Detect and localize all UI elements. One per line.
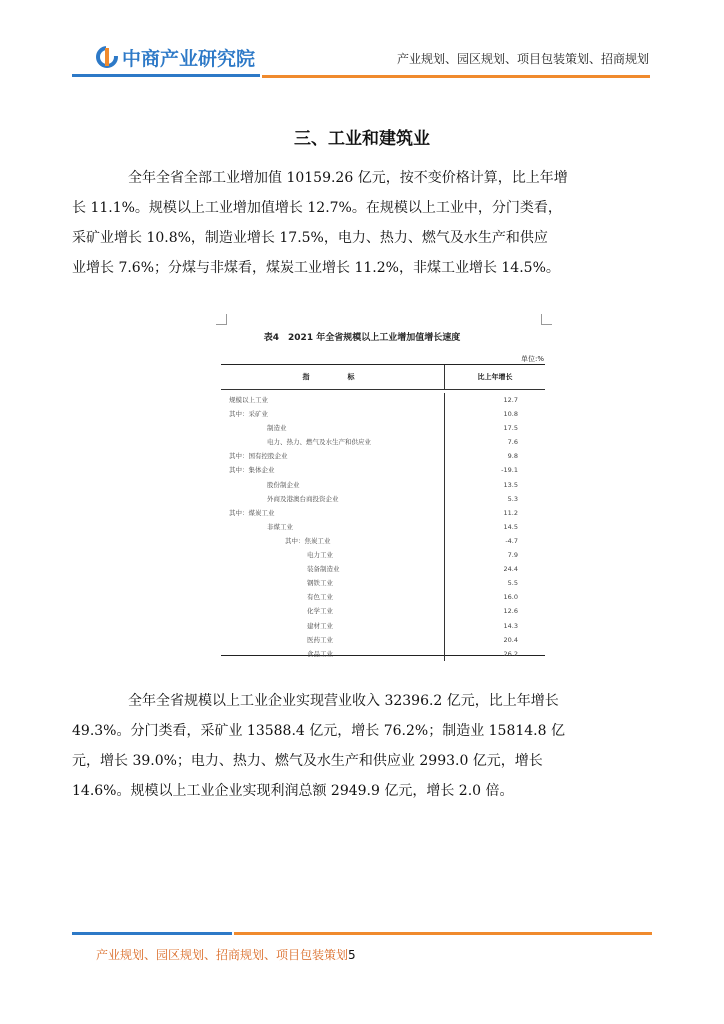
paragraph-line: 元，增长 39.0%；电力、热力、燃气及水生产和供应业 2993.0 亿元，增长 (72, 753, 543, 769)
row-value: 16.0 (503, 593, 518, 602)
row-value: 7.9 (507, 551, 518, 560)
table-row (221, 393, 545, 407)
header-rule-blue (72, 74, 260, 77)
row-value: 10.8 (503, 410, 518, 419)
header-tagline: 产业规划、园区规划、项目包装策划、招商规划 (396, 52, 649, 66)
row-label: 其中：焦炭工业 (285, 536, 331, 545)
row-label: 其中：国有控股企业 (229, 452, 288, 461)
row-label: 规模以上工业 (229, 396, 268, 404)
row-value: -19.1 (501, 466, 518, 475)
paragraph-line: 14.6%。规模以上工业企业实现利润总额 2949.9 亿元，增长 2.0 倍。 (72, 783, 514, 799)
table-row (221, 520, 545, 534)
row-label: 医药工业 (307, 635, 333, 644)
table-row (221, 478, 545, 492)
row-value: -4.7 (505, 536, 518, 545)
row-label: 化学工业 (307, 607, 333, 616)
row-label: 钢铁工业 (307, 579, 333, 588)
row-value: 14.3 (503, 621, 518, 630)
row-value: 11.2 (503, 508, 518, 517)
header-rule-orange (262, 75, 650, 78)
row-value: 24.4 (503, 565, 518, 574)
table-row (221, 435, 545, 449)
row-label: 制造业 (267, 424, 287, 433)
row-label: 装备制造业 (307, 565, 340, 574)
row-label: 食品工业 (307, 649, 333, 658)
table-row (221, 562, 545, 576)
row-label: 电力、热力、燃气及水生产和供应业 (267, 438, 371, 447)
row-value: 26.2 (503, 649, 518, 658)
table-header-growth: 比上年增长 (477, 373, 513, 381)
row-value: 5.5 (507, 579, 518, 588)
row-label: 建材工业 (307, 621, 333, 630)
row-label: 外商及港澳台商投资企业 (267, 494, 339, 503)
section-title: 三、工业和建筑业 (294, 129, 430, 149)
paragraph-line: 全年全省全部工业增加值 10159.26 亿元，按不变价格计算，比上年增 (128, 170, 568, 186)
paragraph-line: 49.3%。分门类看，采矿业 13588.4 亿元，增长 76.2%；制造业 15814.8 亿 (72, 723, 565, 739)
paragraph-industry-value-added (72, 163, 652, 283)
table-row (221, 534, 545, 548)
page-number: 5 (348, 948, 356, 962)
table-row (221, 407, 545, 421)
table-row (221, 590, 545, 604)
table-row (221, 506, 545, 520)
paragraph-line: 长 11.1%。规模以上工业增加值增长 12.7%。在规模以上工业中，分门类看， (72, 200, 562, 216)
table-header-indicator: 指 标 (221, 365, 445, 389)
row-label: 其中：集体企业 (229, 466, 275, 475)
table-row (221, 548, 545, 562)
row-value: 12.7 (503, 396, 518, 404)
logo-icon (96, 46, 118, 68)
table-row (221, 604, 545, 618)
table-caption: 表4 2021 年全省规模以上工业增加值增长速度 (263, 333, 461, 343)
crop-mark-left (216, 314, 227, 325)
paragraph-line: 全年全省规模以上工业企业实现营业收入 32396.2 亿元，比上年增长 (128, 693, 559, 709)
row-label: 非煤工业 (267, 522, 293, 531)
brand-logo (96, 42, 255, 72)
footer-text: 产业规划、园区规划、招商规划、项目包装策划 (96, 948, 349, 962)
paragraph-line: 采矿业增长 10.8%，制造业增长 17.5%，电力、热力、燃气及水生产和供应 (72, 230, 548, 246)
table-row (221, 449, 545, 463)
table-row (221, 463, 545, 477)
table-row (221, 421, 545, 435)
paragraph-line: 业增长 7.6%；分煤与非煤看，煤炭工业增长 11.2%，非煤工业增长 14.5%。 (72, 260, 560, 276)
row-value: 9.8 (507, 452, 518, 461)
footer (96, 946, 356, 963)
table-row (221, 647, 545, 661)
table-row (221, 492, 545, 506)
table-row (221, 619, 545, 633)
row-label: 股份制企业 (267, 480, 300, 489)
table-unit: 单位:% (520, 355, 544, 363)
row-value: 17.5 (503, 424, 518, 433)
row-value: 5.3 (507, 494, 518, 503)
row-value: 20.4 (503, 635, 518, 644)
crop-mark-right (541, 314, 552, 325)
footer-rule-blue (72, 932, 232, 935)
table-row (221, 633, 545, 647)
row-value: 7.6 (507, 438, 518, 447)
table-row (221, 576, 545, 590)
row-label: 其中：煤炭工业 (229, 508, 275, 517)
row-value: 12.6 (503, 607, 518, 616)
footer-rule-orange (234, 932, 652, 935)
table-header-row (221, 365, 545, 390)
row-label: 电力工业 (307, 551, 333, 560)
row-label: 有色工业 (307, 593, 333, 602)
logo-text: 中商产业研究院 (122, 47, 256, 70)
paragraph-operating-revenue (72, 686, 652, 806)
row-value: 14.5 (503, 522, 518, 531)
table-body (221, 390, 545, 661)
growth-rate-table (221, 364, 545, 656)
row-label: 其中：采矿业 (229, 410, 268, 419)
row-value: 13.5 (503, 480, 518, 489)
